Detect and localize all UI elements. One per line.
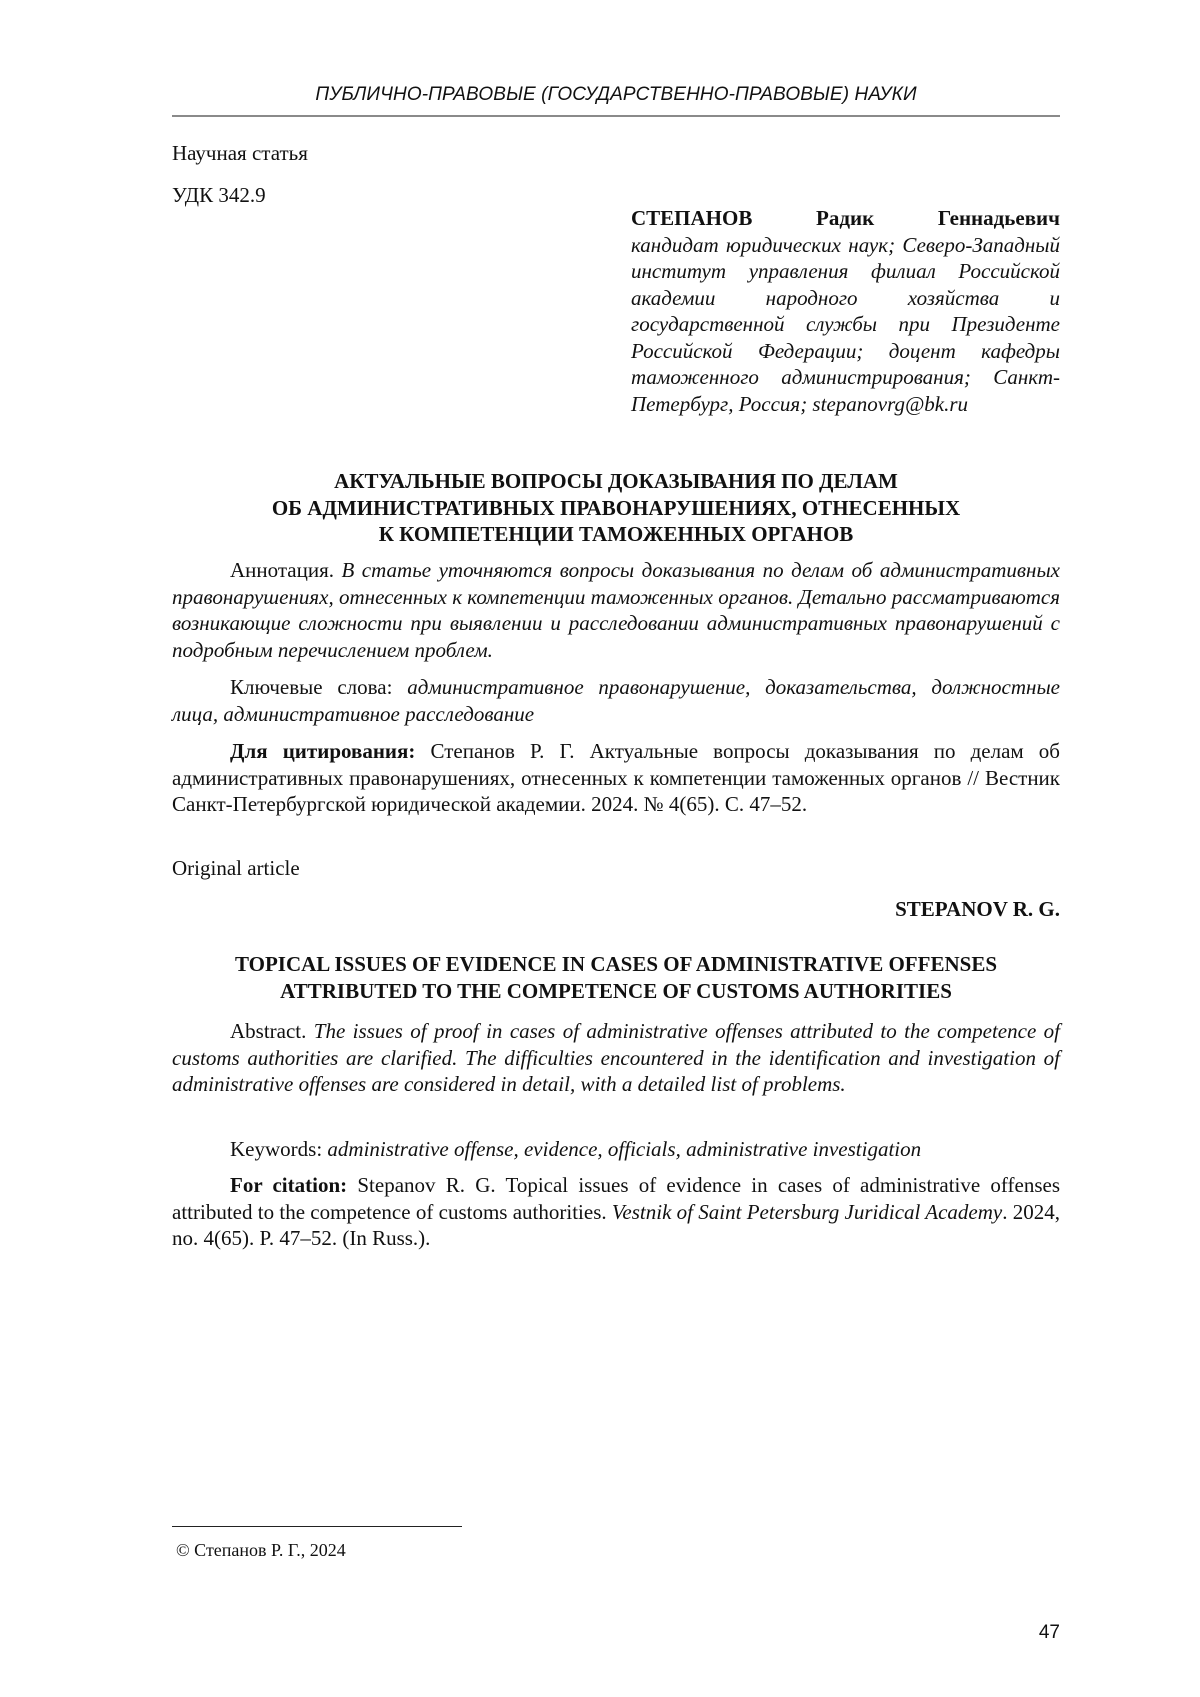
- citation-label-en: For citation:: [230, 1173, 347, 1197]
- citation-text-en-2: . 2024, no. 4(65). P. 47–52. (In Russ.).: [172, 1200, 1060, 1251]
- author-name-en: STEPANOV R. G.: [172, 897, 1060, 922]
- abstract-text-en: The issues of proof in cases of administrative offenses attributed to the competence of customs authorities are clarified. The difficulties encountered in the identification and investigation of administrative offenses are considered in detail, with a detailed list of problems.: [172, 1019, 1060, 1096]
- citation-en: [172, 1172, 1060, 1252]
- author-block-ru: [631, 205, 1060, 417]
- keywords-text-ru: административное правонарушение, доказательства, должностные лица, административное расследование: [172, 675, 1060, 726]
- article-title-ru: [172, 468, 1060, 548]
- udk-code: УДК 342.9: [172, 183, 266, 208]
- citation-journal-en: Vestnik of Saint Petersburg Juridical Academy: [612, 1200, 1002, 1224]
- keywords-en: [172, 1136, 1060, 1163]
- citation-ru: [172, 738, 1060, 818]
- abstract-text-ru: В статье уточняются вопросы доказывания по делам об административных правонарушениях, отнесенных к компетенции таможенных органов. Детально рассматриваются возникающие сложности при выявлении и расследовании административных правонарушений с подробным перечислением проблем.: [172, 558, 1060, 662]
- author-affiliation-ru: кандидат юридических наук; Северо-Западный институт управления филиал Российской академии народного хозяйства и государственной службы при Президенте Российской Федерации; доцент кафедры таможенного администрирования; Санкт-Петербург, Россия; stepanovrg@bk.ru: [631, 232, 1060, 418]
- page-number: 47: [1000, 1622, 1060, 1644]
- article-title-en-line: TOPICAL ISSUES OF EVIDENCE IN CASES OF ADMINISTRATIVE OFFENSES: [172, 951, 1060, 978]
- article-type-en: Original article: [172, 856, 300, 881]
- footnote-copyright: © Степанов Р. Г., 2024: [176, 1540, 346, 1561]
- article-title-ru-line: АКТУАЛЬНЫЕ ВОПРОСЫ ДОКАЗЫВАНИЯ ПО ДЕЛАМ: [172, 468, 1060, 495]
- footnote-rule: [172, 1526, 462, 1527]
- author-name-ru: СТЕПАНОВ Радик Геннадьевич: [631, 205, 1060, 232]
- abstract-label-ru: Аннотация.: [230, 558, 334, 582]
- document-page: [0, 0, 1200, 1697]
- article-title-ru-line: ОБ АДМИНИСТРАТИВНЫХ ПРАВОНАРУШЕНИЯХ, ОТНЕСЕННЫХ: [172, 495, 1060, 522]
- keywords-text-en: administrative offense, evidence, officials, administrative investigation: [327, 1137, 921, 1161]
- keywords-label-en: Keywords:: [230, 1137, 322, 1161]
- article-title-ru-line: К КОМПЕТЕНЦИИ ТАМОЖЕННЫХ ОРГАНОВ: [172, 521, 1060, 548]
- article-type-ru: Научная статья: [172, 141, 308, 166]
- keywords-ru: [172, 674, 1060, 727]
- abstract-label-en: Abstract.: [230, 1019, 306, 1043]
- abstract-en: [172, 1018, 1060, 1098]
- citation-text-ru: Степанов Р. Г. Актуальные вопросы доказывания по делам об административных правонарушениях, отнесенных к компетенции таможенных органов // Вестник Санкт-Петербургской юридической академии. 2024. № 4(65). С. 47–52.: [172, 739, 1060, 816]
- citation-label-ru: Для цитирования:: [230, 739, 415, 763]
- keywords-label-ru: Ключевые слова:: [230, 675, 392, 699]
- running-header: ПУБЛИЧНО-ПРАВОВЫЕ (ГОСУДАРСТВЕННО-ПРАВОВЫЕ) НАУКИ: [172, 84, 1060, 106]
- citation-text-en-1: Stepanov R. G. Topical issues of evidence in cases of administrative offenses attributed to the competence of customs authorities.: [172, 1173, 1060, 1224]
- header-rule: [172, 115, 1060, 117]
- abstract-ru: [172, 557, 1060, 663]
- article-title-en-line: ATTRIBUTED TO THE COMPETENCE OF CUSTOMS AUTHORITIES: [172, 978, 1060, 1005]
- article-title-en: [172, 951, 1060, 1004]
